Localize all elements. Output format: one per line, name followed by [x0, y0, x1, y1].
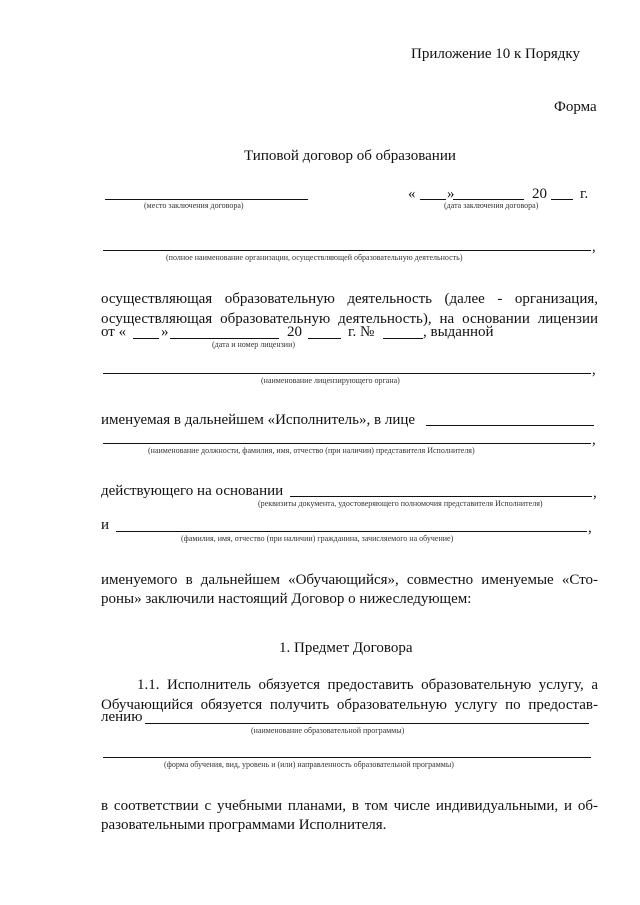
license-day-line[interactable]: [133, 338, 159, 339]
year-prefix: 20: [532, 186, 547, 202]
place-field-line[interactable]: [105, 199, 308, 200]
executor-representative-line[interactable]: [426, 425, 594, 426]
document-title: Типовой договор об образовании: [244, 148, 456, 164]
licensing-authority-line[interactable]: [103, 373, 591, 374]
paragraph-line: роны» заключили настоящий Договор о нижеследующем:: [101, 591, 472, 607]
acting-basis-line[interactable]: [290, 496, 592, 497]
licensing-authority-caption: (наименование лицензирующего органа): [261, 376, 400, 385]
license-close-quote: »: [161, 324, 169, 340]
program-form-caption: (форма обучения, вид, уровень и (или) направленность образовательной программы): [164, 760, 454, 769]
paragraph-line: 1.1. Исполнитель обязуется предоставить образовательную услугу, а: [137, 677, 598, 693]
license-caption: (дата и номер лицензии): [212, 340, 296, 349]
issued-text: , выданной: [423, 324, 494, 340]
paragraph-line: разовательными программами Исполнителя.: [101, 817, 387, 833]
license-year-prefix: 20: [287, 324, 302, 340]
trailing-comma: ,: [592, 239, 596, 255]
program-form-line[interactable]: [103, 757, 591, 758]
program-name-caption: (наименование образовательной программы): [251, 726, 405, 735]
form-label: Форма: [554, 99, 597, 115]
paragraph-line: именуемого в дальнейшем «Обучающийся», совместно именуемые «Сто-: [101, 572, 598, 588]
student-name-line[interactable]: [116, 531, 587, 532]
trailing-comma: ,: [592, 432, 596, 448]
executor-position-line[interactable]: [103, 443, 591, 444]
accordance-paragraph: [101, 796, 598, 816]
student-name-caption: (фамилия, имя, отчество (при наличии) гражданина, зачисляемого на обучение): [181, 534, 454, 543]
paragraph-line: Обучающийся обязуется получить образовательную услугу по предостав-: [101, 697, 598, 713]
paragraph-line: осуществляющая образовательную деятельность (далее - организация,: [101, 291, 598, 307]
date-caption: (дата заключения договора): [444, 201, 539, 210]
executor-named-text: именуемая в дальнейшем «Исполнитель», в лице: [101, 412, 416, 428]
date-close-quote: »: [447, 186, 455, 202]
acting-basis-text: действующего на основании: [101, 483, 284, 499]
year-field-line[interactable]: [551, 199, 573, 200]
organization-name-line[interactable]: [103, 250, 591, 251]
organization-name-caption: (полное наименование организации, осуществляющей образовательную деятельность): [166, 253, 463, 262]
license-number-line[interactable]: [383, 338, 423, 339]
and-text: и: [101, 517, 110, 533]
trailing-comma: ,: [588, 520, 592, 536]
student-paragraph: [101, 570, 598, 590]
paragraph-line: осуществляющая образовательную деятельность), на основании лицензии: [101, 311, 598, 327]
trailing-comma: ,: [593, 485, 597, 501]
place-caption: (место заключения договора): [144, 201, 244, 210]
license-number-label: г. №: [348, 324, 375, 340]
acting-basis-caption: (реквизиты документа, удостоверяющего полномочия представителя Исполнителя): [258, 499, 543, 508]
year-suffix: г.: [580, 186, 589, 202]
section-heading: 1. Предмет Договора: [279, 640, 413, 656]
license-year-line[interactable]: [308, 338, 341, 339]
license-month-line[interactable]: [170, 338, 279, 339]
trailing-comma: ,: [592, 362, 596, 378]
paragraph-line: в соответствии с учебными планами, в том числе индивидуальными, и об-: [101, 798, 598, 814]
executor-position-caption: (наименование должности, фамилия, имя, отчество (при наличии) представителя Исполнителя): [148, 446, 475, 455]
clause-last-word: лению: [101, 709, 143, 725]
date-open-quote: «: [408, 186, 416, 202]
program-name-line[interactable]: [145, 723, 589, 724]
appendix-reference: Приложение 10 к Порядку: [411, 46, 580, 62]
day-field-line[interactable]: [420, 199, 446, 200]
license-from-text: от «: [101, 324, 127, 340]
clause-paragraph: [101, 675, 598, 715]
month-field-line[interactable]: [453, 199, 524, 200]
